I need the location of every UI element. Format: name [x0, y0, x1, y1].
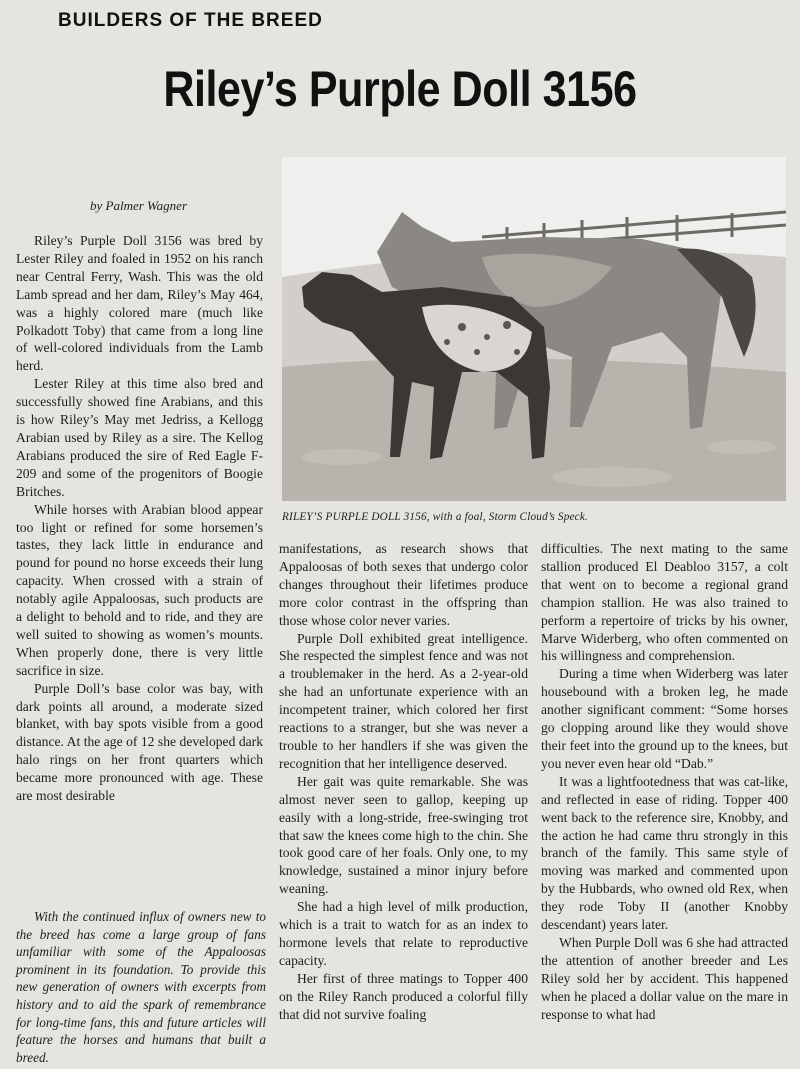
- text-column-1: [16, 232, 263, 805]
- paragraph: difficulties. The next mating to the same stallion produced El Deabloo 3157, a colt that went on to become a regional grand champion stallion. He was also trained to perform a repertoire of tricks by his owner, Marve Widerberg, who often commented on his willingness and comprehension.: [541, 541, 788, 664]
- text-column-3: [541, 540, 788, 1023]
- paragraph: With the continued influx of owners new to the breed has come a large group of fans unfamiliar with some of the Appaloosas prominent in its foundation. To provide this new generation of owners with excerpts from history and to aid the spark of remembrance for long-time fans, this and future articles will feature the horses and humans that built a breed.: [16, 909, 266, 1065]
- article-title: Riley’s Purple Doll 3156: [163, 61, 637, 117]
- paragraph: Her gait was quite remarkable. She was almost never seen to gallop, keeping up easily with a long-stride, free-swinging trot that saw the knees come high to the chin. She took good care of her foals. Only one, to my knowledge, sustained a minor injury before weaning.: [279, 773, 528, 897]
- section-label: BUILDERS OF THE BREED: [58, 10, 323, 31]
- paragraph: manifestations, as research shows that Appaloosas of both sexes that undergo color changes throughout their lifetimes produce more color contrast in the offspring than those whose color never varies.: [279, 541, 528, 628]
- series-intro-note: [16, 908, 266, 1066]
- photo-caption: RILEY’S PURPLE DOLL 3156, with a foal, Storm Cloud’s Speck.: [282, 511, 588, 523]
- paragraph: During a time when Widerberg was later housebound with a broken leg, he made another significant comment: “Some horses go clopping around like they would shove their feet into the ground up to the knees, but you never even hear old “Dab.”: [541, 666, 788, 771]
- paragraph: Purple Doll’s base color was bay, with dark points all around, a moderate sized blanket, with bay spots visible from a good distance. At the age of 12 she developed dark halo rings on her front quarters which became more pronounced with age. These are most desirable: [16, 680, 263, 804]
- paragraph: When Purple Doll was 6 she had attracted the attention of another breeder and Les Riley sold her by accident. This happened when he placed a dollar value on the mare in response to what had: [541, 934, 788, 1022]
- text-column-2: [279, 540, 528, 1023]
- paragraph: Riley’s Purple Doll 3156 was bred by Lester Riley and foaled in 1952 on his ranch near Central Ferry, Wash. This was the old Lamb spread and her dam, Riley’s May 464, was a highly colored mare (much like Polkadott Toby) that came from a long line of well-colored individuals from the Lamb herd.: [16, 233, 263, 374]
- byline: by Palmer Wagner: [90, 198, 188, 213]
- paragraph: She had a high level of milk production, which is a trait to watch for as an index to hormone levels that relate to reproductive capacity.: [279, 899, 528, 968]
- paragraph: Her first of three matings to Topper 400 on the Riley Ranch produced a colorful filly that did not survive foaling: [279, 970, 528, 1022]
- horse-photo: [282, 157, 786, 501]
- horse-photo-illustration: [282, 157, 786, 501]
- paragraph: Purple Doll exhibited great intelligence. She respected the simplest fence and was not a troublemaker in the herd. As a 2-year-old she had an unfortunate experience with an incompetent trainer, which colored her first reactions to a stranger, but she was never a trouble to her handlers if she was given the recognition that her intelligence deserved.: [279, 630, 528, 771]
- paragraph: Lester Riley at this time also bred and successfully showed fine Arabians, and this is how Riley’s May met Jedriss, a Kellogg Arabian used by Riley as a sire. The Kellog Arabians produced the sire of Red Eagle F-209 and some of the progenitors of Boogie Britches.: [16, 376, 263, 499]
- paragraph: While horses with Arabian blood appear too light or refined for some horsemen’s tastes, they lack little in endurance and pound for pound no horse exceeds their lung capacity. When crossed with a strain of notably agile Appaloosas, such products are a delight to behold and to ride, and they are well suited to showing as women’s mounts. When properly done, there is very little sacrifice in size.: [16, 501, 263, 678]
- paragraph: It was a lightfootedness that was cat-like, and reflected in ease of riding. Topper 400 went back to the reference sire, Knobby, and the action he had came thru strongly in this branch of the family. This same style of moving was marked and commented upon by the Hubbards, who owned old Rex, when they rode Toby II (another Knobby descendant) years later.: [541, 773, 788, 933]
